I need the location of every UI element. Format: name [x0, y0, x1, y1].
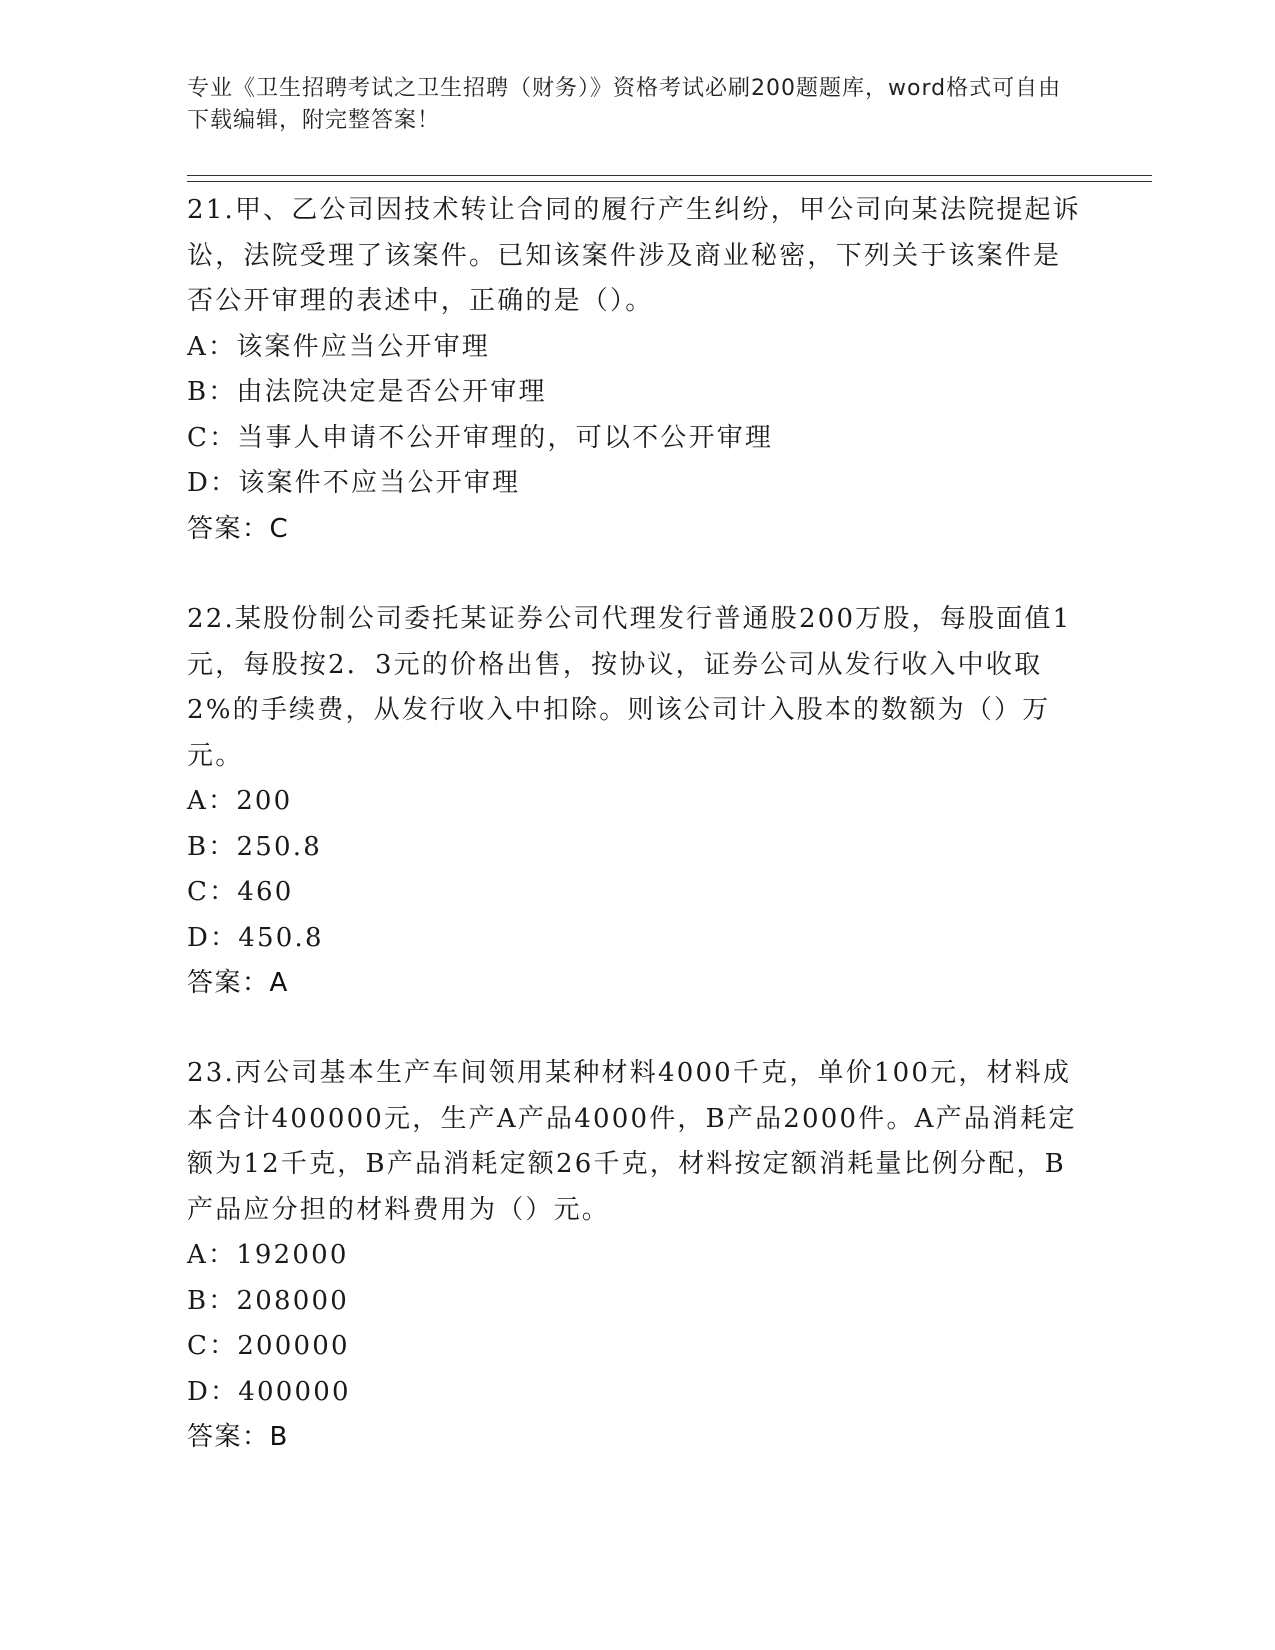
option-b: [187, 370, 1087, 416]
question-number: 21.: [187, 195, 235, 225]
option-text: 该案件应当公开审理: [236, 331, 490, 362]
header-text: 专业《卫生招聘考试之卫生招聘（财务）》资格考试必刷200题题库，word格式可自由下载编辑，附完整答案！: [187, 76, 1062, 133]
option-label: B：: [187, 831, 237, 862]
option-text: 该案件不应当公开审理: [238, 468, 521, 498]
header-divider-bottom: [187, 181, 1152, 182]
option-label: A：: [187, 786, 237, 816]
option-text: 200: [236, 786, 293, 816]
option-text: 460: [237, 877, 294, 907]
question-22: [187, 597, 1087, 1007]
option-d: [187, 461, 1087, 507]
answer-line: [187, 961, 1087, 1007]
option-text: 250.8: [236, 831, 322, 862]
option-a: [187, 779, 1087, 825]
option-label: A：: [187, 1240, 237, 1270]
option-a: [187, 1233, 1087, 1279]
option-label: B：: [187, 1285, 237, 1316]
question-text: 丙公司基本生产车间领用某种材料4000千克，单价100元，材料成本合计400000元，生产A产品4000件，B产品2000件。A产品消耗定额为12千克，B产品消耗定额26千克，材料按定额消耗量比例分配，B产品应分担的材料费用为（）元。: [187, 1058, 1077, 1225]
option-text: 由法院决定是否公开审理: [236, 377, 547, 407]
option-label: C：: [187, 422, 238, 453]
option-text: 当事人申请不公开审理的，可以不公开审理: [237, 422, 774, 453]
question-number: 23.: [187, 1058, 235, 1088]
option-label: D：: [187, 1376, 239, 1407]
option-text: 208000: [236, 1285, 349, 1316]
question-23: [187, 1051, 1087, 1461]
option-label: D：: [187, 922, 239, 953]
option-d: [187, 916, 1087, 962]
option-b: [187, 825, 1087, 871]
option-b: [187, 1279, 1087, 1325]
question-stem: [187, 1051, 1087, 1233]
option-text: 400000: [238, 1376, 351, 1407]
header-divider-top: [187, 175, 1152, 176]
option-label: B：: [187, 377, 237, 407]
option-label: D：: [187, 468, 239, 498]
answer-line: [187, 1415, 1087, 1461]
option-text: 192000: [236, 1240, 349, 1270]
document-header: [187, 73, 1067, 137]
question-text: 甲、乙公司因技术转让合同的履行产生纠纷，甲公司向某法院提起诉讼，法院受理了该案件。已知该案件涉及商业秘密，下列关于该案件是否公开审理的表述中，正确的是（）。: [187, 195, 1081, 316]
option-d: [187, 1370, 1087, 1416]
question-stem: [187, 597, 1087, 779]
answer-label: 答案：: [187, 513, 270, 544]
question-21: [187, 188, 1087, 552]
option-c: [187, 416, 1087, 462]
option-label: A：: [187, 331, 237, 362]
question-number: 22.: [187, 604, 235, 634]
option-c: [187, 870, 1087, 916]
option-text: 200000: [237, 1331, 350, 1361]
question-text: 某股份制公司委托某证券公司代理发行普通股200万股，每股面值1元，每股按2．3元的价格出售，按协议，证券公司从发行收入中收取2%的手续费，从发行收入中扣除。则该公司计入股本的数额为（）万元。: [187, 604, 1072, 771]
option-label: C：: [187, 1331, 238, 1361]
option-c: [187, 1324, 1087, 1370]
answer-line: [187, 507, 1087, 553]
answer-label: 答案：: [187, 1422, 270, 1452]
option-a: [187, 325, 1087, 371]
option-text: 450.8: [238, 922, 324, 953]
answer-value: C: [269, 513, 290, 544]
option-label: C：: [187, 877, 238, 907]
answer-value: A: [269, 968, 289, 998]
answer-value: B: [269, 1422, 289, 1452]
answer-label: 答案：: [187, 968, 270, 998]
question-stem: [187, 188, 1087, 325]
